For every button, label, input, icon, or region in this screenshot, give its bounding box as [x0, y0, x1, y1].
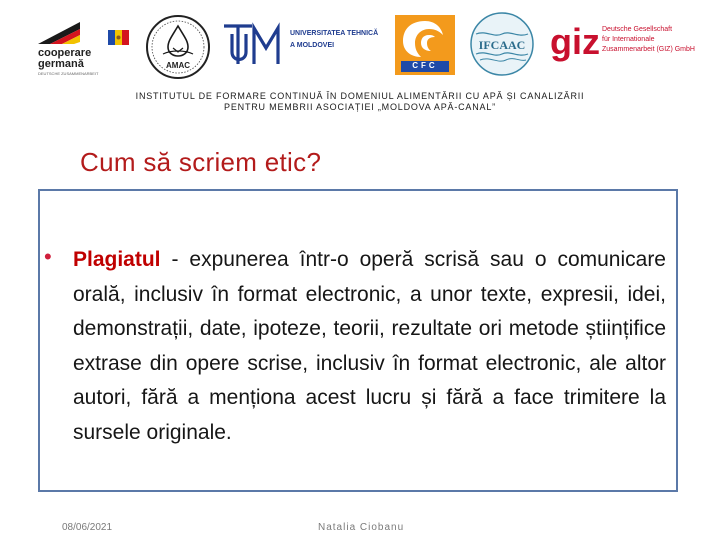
giz-mark: giz — [550, 21, 600, 62]
slide-title: Cum să scriem etic? — [80, 147, 322, 177]
logo-strip — [0, 0, 720, 90]
giz-line2: für Internationale — [602, 36, 655, 43]
giz-logo — [550, 22, 710, 72]
ifcaac-label: IFCAAC — [478, 38, 526, 52]
cooperare-germana-logo — [36, 16, 131, 78]
giz-line3: Zusammenarbeit (GIZ) GmbH — [602, 46, 695, 53]
amac-logo — [145, 14, 211, 80]
cooperare-text: cooperare — [38, 47, 92, 59]
definition-paragraph — [73, 243, 666, 451]
flags-icon — [36, 16, 131, 46]
utm-line2: A MOLDOVEI — [290, 42, 335, 49]
amac-emblem-icon — [145, 14, 211, 80]
giz-line1: Deutsche Gesellschaft — [602, 26, 673, 33]
term-label: Plagiatul — [73, 248, 161, 271]
utm-line1: UNIVERSITATEA TEHNICĂ — [290, 30, 379, 37]
institute-line-1: INSTITUTUL DE FORMARE CONTINUĂ ÎN DOMENIUL ALIMENTĂRII CU APĂ ȘI CANALIZĂRII — [135, 91, 585, 101]
germana-text: germană — [38, 58, 84, 70]
amac-label: AMAC — [166, 61, 190, 70]
definition-text: - expunerea într-o operă scrisă sau o comunicare orală, inclusiv în format electronic, a unor texte, expresii, idei, demonstrații, date, ipoteze, teorii, rezultate ori metode științifice extrase din opere scrise, inclusiv în format electronic, ale altor autori, fără a menționa acest lucru și fără a face trimitere la sursele originale. — [73, 248, 666, 444]
ifcaac-logo — [470, 12, 534, 76]
institute-heading — [0, 91, 720, 113]
bullet-icon: • — [44, 244, 52, 269]
cooperare-caption: DEUTSCHE ZUSAMMENARBEIT — [38, 71, 99, 76]
institute-line-2: PENTRU MEMBRII ASOCIAȚIEI „MOLDOVA APĂ-CANAL” — [224, 102, 496, 112]
utm-logo — [222, 20, 379, 68]
cfc-logo — [395, 15, 455, 75]
footer-date: 08/06/2021 — [62, 522, 113, 533]
cfc-label: CFC — [412, 61, 438, 70]
footer-author: Natalia Ciobanu — [318, 522, 405, 533]
utm-emblem-icon — [222, 20, 288, 68]
